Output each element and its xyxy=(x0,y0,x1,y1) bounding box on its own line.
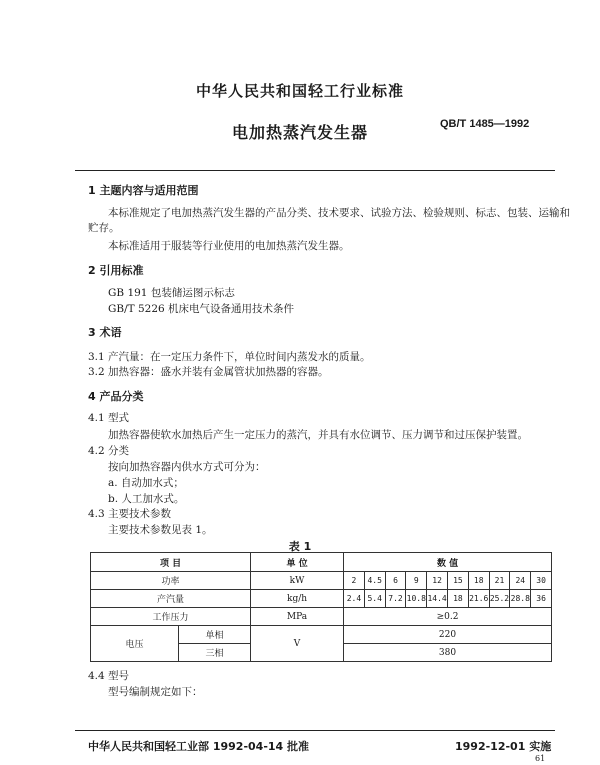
table-cell: 14.4 xyxy=(427,590,448,608)
section-2-heading: 2 引用标准 xyxy=(88,264,144,277)
header-rule xyxy=(75,170,555,171)
row-label: 工作压力 xyxy=(91,608,251,626)
term-3-2: 3.2 加热容器：盛水并装有金属管状加热器的容器。 xyxy=(88,366,329,378)
table-cell: ≥0.2 xyxy=(344,608,552,626)
footer-effective-date: 1992-12-01 实施 xyxy=(455,740,552,753)
table-cell: 380 xyxy=(344,644,552,662)
table-cell: 21.6 xyxy=(468,590,489,608)
document-title: 电加热蒸汽发生器 xyxy=(231,123,368,142)
footer-issuer: 中华人民共和国轻工业部 1992-04-14 批准 xyxy=(88,740,310,753)
header-item: 项 目 xyxy=(91,553,251,572)
section-4-heading: 4 产品分类 xyxy=(88,390,144,403)
table-cell: 5.4 xyxy=(364,590,385,608)
row-label: 产汽量 xyxy=(91,590,251,608)
table-cell: 30 xyxy=(531,572,552,590)
table-cell: 18 xyxy=(468,572,489,590)
table-cell: 9 xyxy=(406,572,427,590)
row-label: 功率 xyxy=(91,572,251,590)
header-value: 数 值 xyxy=(344,553,552,572)
section-4-1-heading: 4.1 型式 xyxy=(88,412,130,424)
table-row-pressure xyxy=(91,608,552,626)
table-cell: 2 xyxy=(344,572,365,590)
section-4-2-item-b: b. 人工加水式。 xyxy=(108,493,185,505)
table-cell: 28.8 xyxy=(510,590,531,608)
section-1-para-1: 本标准规定了电加热蒸汽发生器的产品分类、技术要求、试验方法、检验规则、标志、包装、运输和 xyxy=(108,207,570,219)
table-row-steam xyxy=(91,590,552,608)
footer-rule xyxy=(75,730,555,731)
section-4-3-text: 主要技术参数见表 1。 xyxy=(108,524,213,536)
row-sublabel: 单相 xyxy=(179,626,251,644)
table-cell: 24 xyxy=(510,572,531,590)
reference-gbt5226: GB/T 5226 机床电气设备通用技术条件 xyxy=(108,303,295,315)
page-number: 61 xyxy=(535,754,546,763)
header-unit: 单 位 xyxy=(251,553,344,572)
table-row-voltage-single xyxy=(91,626,552,644)
section-4-2-text: 按向加热容器内供水方式可分为： xyxy=(108,461,266,473)
row-unit: V xyxy=(251,626,344,662)
section-4-4-text: 型号编制规定如下： xyxy=(108,686,203,698)
section-4-4-heading: 4.4 型号 xyxy=(88,670,130,682)
section-1-para-1-cont: 贮存。 xyxy=(88,222,120,234)
term-3-1: 3.1 产汽量：在一定压力条件下，单位时间内蒸发水的质量。 xyxy=(88,351,371,363)
row-unit: kg/h xyxy=(251,590,344,608)
table-row-power xyxy=(91,572,552,590)
table-cell: 18 xyxy=(448,590,469,608)
section-4-2-heading: 4.2 分类 xyxy=(88,445,130,457)
table-cell: 12 xyxy=(427,572,448,590)
row-unit: MPa xyxy=(251,608,344,626)
reference-gb191: GB 191 包装储运图示标志 xyxy=(108,287,235,299)
table-cell: 10.8 xyxy=(406,590,427,608)
row-label: 电压 xyxy=(91,626,179,662)
row-unit: kW xyxy=(251,572,344,590)
section-4-3-heading: 4.3 主要技术参数 xyxy=(88,508,172,520)
standard-org-header: 中华人民共和国轻工行业标准 xyxy=(195,82,404,100)
section-4-2-item-a: a. 自动加水式； xyxy=(108,477,184,489)
table-cell: 15 xyxy=(448,572,469,590)
section-1-para-2: 本标准适用于服装等行业使用的电加热蒸汽发生器。 xyxy=(108,240,350,252)
table-header-row xyxy=(91,553,552,572)
table-cell: 36 xyxy=(531,590,552,608)
section-4-1-text: 加热容器使软水加热后产生一定压力的蒸汽，并具有水位调节、压力调节和过压保护装置。 xyxy=(108,429,528,441)
table-cell: 7.2 xyxy=(385,590,406,608)
spec-table xyxy=(90,552,552,662)
standard-code: QB/T 1485—1992 xyxy=(440,118,530,130)
row-sublabel: 三相 xyxy=(179,644,251,662)
table-cell: 25.2 xyxy=(489,590,510,608)
section-3-heading: 3 术语 xyxy=(88,326,122,339)
table-caption: 表 1 xyxy=(288,540,312,553)
table-cell: 220 xyxy=(344,626,552,644)
table-cell: 2.4 xyxy=(344,590,365,608)
section-1-heading: 1 主题内容与适用范围 xyxy=(88,184,199,197)
table-cell: 6 xyxy=(385,572,406,590)
table-cell: 21 xyxy=(489,572,510,590)
table-cell: 4.5 xyxy=(364,572,385,590)
